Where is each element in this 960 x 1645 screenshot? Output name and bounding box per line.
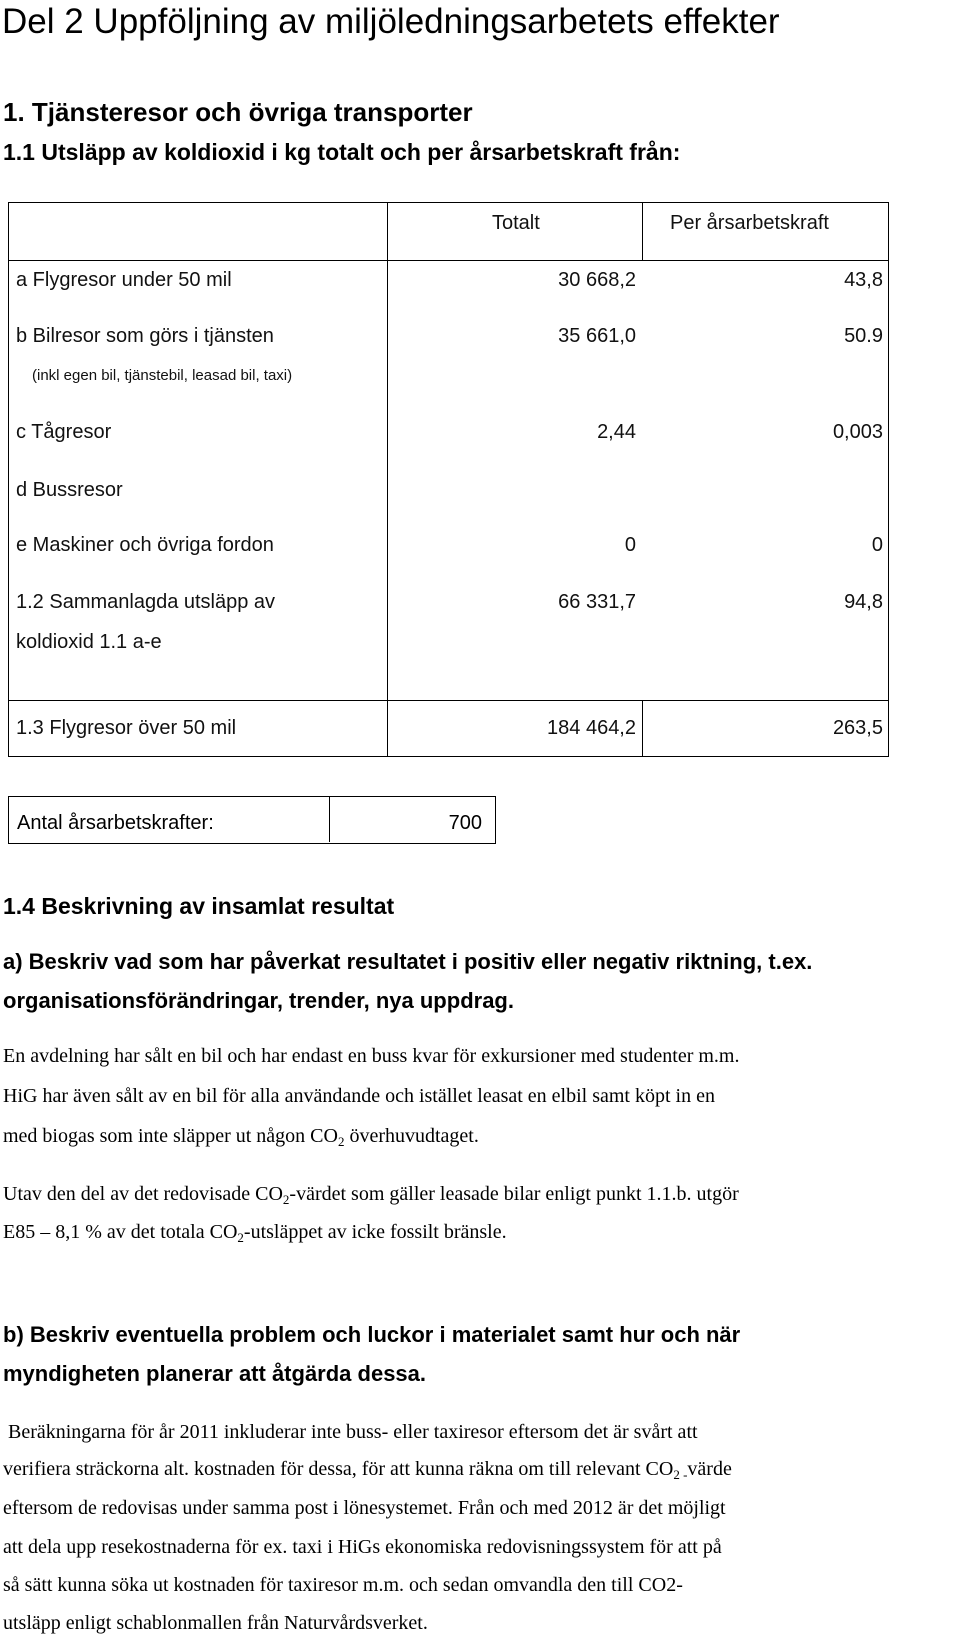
- table-cell-per-capita: 0,003: [832, 421, 883, 443]
- answer-a-text: överhuvudtaget.: [344, 1125, 479, 1147]
- table-row-sublabel: (inkl egen bil, tjänstebil, leasad bil, taxi): [32, 367, 293, 384]
- co2-subscript: 2 -: [673, 1467, 688, 1482]
- table-cell-total: 2,44: [597, 421, 636, 443]
- question-a-line: organisationsförändringar, trender, nya uppdrag.: [3, 988, 514, 1013]
- table-row-label: d Bussresor: [16, 479, 123, 501]
- answer-b-line: Beräkningarna för år 2011 inkluderar inte buss- eller taxiresor eftersom det är svårt att: [8, 1421, 698, 1443]
- emissions-table: [8, 202, 889, 757]
- answer-a-text: E85 – 8,1 % av det totala CO: [3, 1221, 238, 1243]
- table-cell-total: 184 464,2: [547, 717, 636, 739]
- document-title: Del 2 Uppföljning av miljöledningsarbetets effekter: [2, 2, 780, 41]
- table-row-label: b Bilresor som görs i tjänsten: [16, 325, 274, 347]
- section-1-4-heading: 1.4 Beskrivning av insamlat resultat: [3, 893, 395, 919]
- table-row-label: koldioxid 1.1 a-e: [16, 631, 162, 653]
- table-header-divider: [8, 260, 889, 261]
- table-row-label: 1.2 Sammanlagda utsläpp av: [16, 591, 276, 613]
- answer-b-line: utsläpp enligt schablonmallen från Naturvårdsverket.: [3, 1612, 428, 1634]
- answer-a-text: -värdet som gäller leasade bilar enligt punkt 1.1.b. utgör: [289, 1183, 739, 1205]
- table-cell-total: 35 661,0: [558, 325, 636, 347]
- table-cell-total: 66 331,7: [558, 591, 636, 613]
- table-cell-per-capita: 263,5: [832, 717, 883, 739]
- answer-b-line: så sätt kunna söka ut kostnaden för taxiresor m.m. och sedan omvandla den till CO2-: [3, 1574, 683, 1596]
- table-row-label: e Maskiner och övriga fordon: [16, 534, 274, 556]
- table-cell-total: 30 668,2: [558, 269, 636, 291]
- answer-a-line: HiG har även sålt av en bil för alla användande och istället leasat en elbil samt köpt in en: [3, 1085, 715, 1107]
- co2-subscript: 2: [282, 1192, 290, 1207]
- table-cell-total: 0: [624, 534, 636, 556]
- answer-b-text: värde: [687, 1458, 732, 1480]
- answer-a-line: [3, 1221, 507, 1244]
- table-cell-per-capita: 94,8: [844, 591, 883, 613]
- answer-b-line: [3, 1458, 732, 1481]
- column-header-total: Totalt: [492, 212, 540, 234]
- table-row-divider: [8, 700, 889, 701]
- section-heading: 1. Tjänsteresor och övriga transporter: [3, 97, 473, 127]
- question-a-line: a) Beskriv vad som har påverkat resultatet i positiv eller negativ riktning, t.ex.: [3, 949, 813, 974]
- answer-b-line: eftersom de redovisas under samma post i lönesystemet. Från och med 2012 är det möjligt: [3, 1497, 726, 1519]
- staff-count-label: Antal årsarbetskrafter:: [17, 812, 214, 834]
- subsection-heading: 1.1 Utsläpp av koldioxid i kg totalt och per årsarbetskraft från:: [3, 139, 681, 165]
- table-cell-per-capita: 50.9: [844, 325, 883, 347]
- answer-b-line: att dela upp resekostnaderna för ex. taxi i HiGs ekonomiska redovisningssystem för att på: [3, 1536, 722, 1558]
- table-row-label: c Tågresor: [16, 421, 112, 443]
- column-header-per-capita: Per årsarbetskraft: [670, 212, 829, 234]
- staff-count-value: 700: [448, 812, 482, 834]
- table-cell-per-capita: 0: [871, 534, 883, 556]
- answer-a-text: Utav den del av det redovisade CO: [3, 1183, 283, 1205]
- co2-subscript: 2: [337, 1134, 345, 1149]
- question-b-line: b) Beskriv eventuella problem och luckor i materialet samt hur och när: [3, 1322, 741, 1347]
- answer-a-text: med biogas som inte släpper ut någon CO: [3, 1125, 338, 1147]
- table-cell-per-capita: 43,8: [844, 269, 883, 291]
- table-row-label: a Flygresor under 50 mil: [16, 269, 232, 291]
- answer-a-line: [3, 1125, 479, 1148]
- answer-a-line: [3, 1183, 739, 1206]
- answer-b-text: verifiera sträckorna alt. kostnaden för dessa, för att kunna räkna om till relevant CO: [3, 1458, 674, 1480]
- answer-a-line: En avdelning har sålt en bil och har endast en buss kvar för exkursioner med studenter m.m.: [3, 1045, 740, 1067]
- question-b-line: myndigheten planerar att åtgärda dessa.: [3, 1361, 427, 1386]
- table-row-label: 1.3 Flygresor över 50 mil: [16, 717, 237, 739]
- answer-a-text: -utsläppet av icke fossilt bränsle.: [243, 1221, 507, 1243]
- table-column-divider: [642, 202, 643, 260]
- co2-subscript: 2: [237, 1230, 244, 1245]
